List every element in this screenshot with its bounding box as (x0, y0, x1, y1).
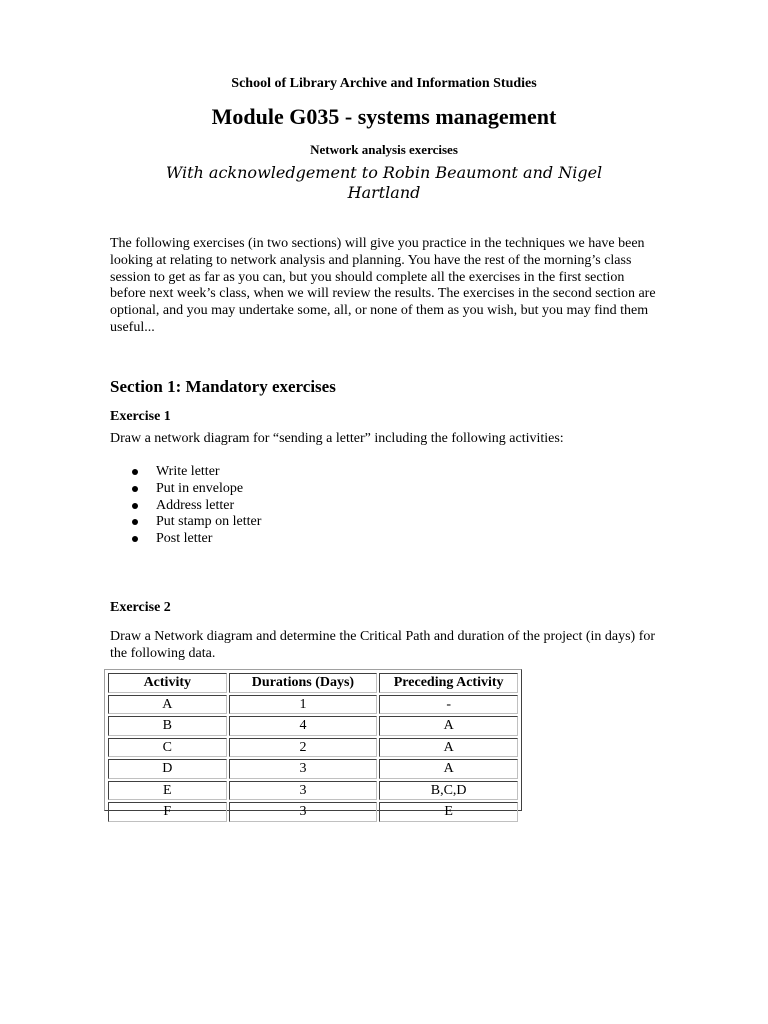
table-cell: 3 (229, 759, 378, 779)
bullet-icon (132, 503, 138, 509)
table-cell: 3 (229, 802, 378, 822)
table-cell: A (108, 695, 227, 715)
table-cell: B (108, 716, 227, 736)
exercise-2-text: Draw a Network diagram and determine the Critical Path and duration of the project (in days) for the following data. (110, 629, 656, 661)
list-item (110, 464, 261, 481)
list-item (110, 514, 261, 531)
table-row (108, 781, 518, 801)
intro-paragraph: The following exercises (in two sections) will give you practice in the techniques we have been looking at relating to network analysis and planning. You have the rest of the morning’s class session to get as far as you can, but you should complete all the exercises in the first section before next week’s class, when we will review the results. The exercises in the second section are optional, and you may undertake some, all, or none of them as you wish, but you may find them useful... (110, 236, 656, 335)
table-row (108, 695, 518, 715)
activity-list (110, 464, 261, 548)
list-item-text: Address letter (156, 497, 235, 513)
table-cell: 1 (229, 695, 378, 715)
list-item-text: Put in envelope (156, 480, 244, 496)
table-cell: E (108, 781, 227, 801)
exercise-1-text: Draw a network diagram for “sending a letter” including the following activities: (110, 431, 564, 446)
table-cell: A (379, 738, 518, 758)
column-header-duration: Durations (Days) (229, 673, 378, 693)
page-title: Module G035 - systems management (211, 104, 557, 129)
bullet-icon (132, 519, 138, 525)
list-item (110, 531, 261, 548)
column-header-preceding: Preceding Activity (379, 673, 518, 693)
list-item-text: Post letter (156, 531, 213, 547)
table-cell: - (379, 695, 518, 715)
table-cell: A (379, 759, 518, 779)
list-item (110, 498, 261, 515)
table-header-row (108, 673, 518, 693)
school-name: School of Library Archive and Information Studies (231, 76, 537, 91)
section-1-heading: Section 1: Mandatory exercises (110, 377, 336, 396)
exercise-2-heading: Exercise 2 (110, 600, 171, 615)
list-item-text: Put stamp on letter (156, 514, 262, 530)
column-header-activity: Activity (108, 673, 227, 693)
acknowledgement: With acknowledgement to Robin Beaumont and Nigel Hartland (165, 163, 603, 202)
activity-table-frame (104, 669, 522, 820)
activity-table (106, 671, 520, 824)
list-item-text: Write letter (156, 464, 220, 479)
table-cell: D (108, 759, 227, 779)
table-row (108, 759, 518, 779)
table-cell: F (108, 802, 227, 822)
table-row (108, 738, 518, 758)
table-row (108, 802, 518, 822)
table-cell: 4 (229, 716, 378, 736)
table-cell: 3 (229, 781, 378, 801)
table-cell: E (379, 802, 518, 822)
page-subtitle: Network analysis exercises (310, 142, 458, 157)
bullet-icon (132, 469, 138, 475)
list-item (110, 481, 261, 498)
table-cell: C (108, 738, 227, 758)
table-cell: 2 (229, 738, 378, 758)
table-cell: A (379, 716, 518, 736)
table-row (108, 716, 518, 736)
exercise-1-heading: Exercise 1 (110, 409, 171, 424)
bullet-icon (132, 486, 138, 492)
table-cell: B,C,D (379, 781, 518, 801)
bullet-icon (132, 536, 138, 542)
